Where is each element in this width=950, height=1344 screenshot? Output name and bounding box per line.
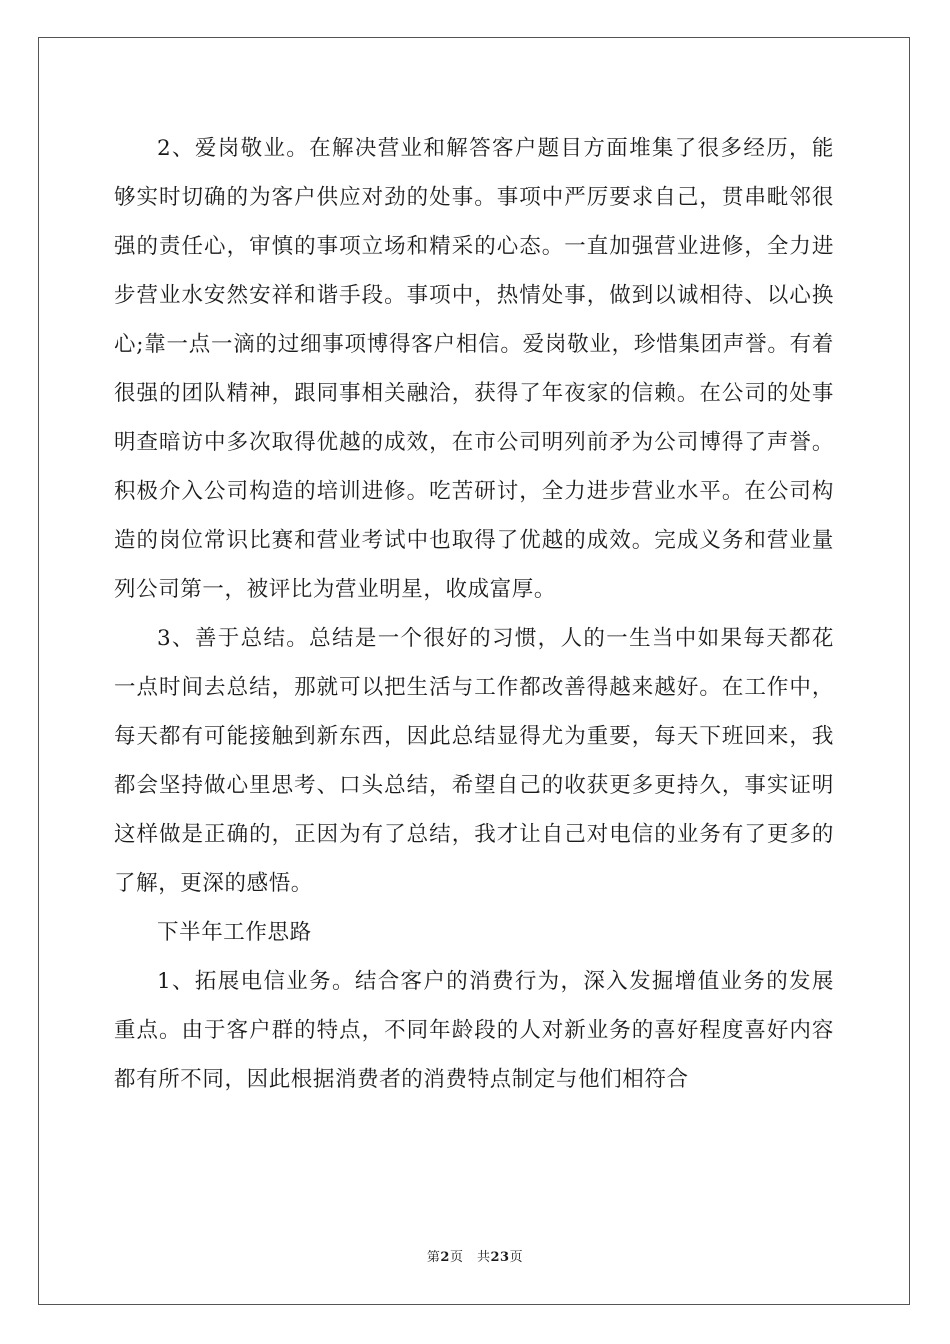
paragraph-dedication: 2、爱岗敬业。在解决营业和解答客户题目方面堆集了很多经历，能够实时切确的为客户供应对劲的处事。事项中严厉要求自己，贯串毗邻很强的责任心，审慎的事项立场和精采的心态。一直加强营业进修，全力进步营业水安然安祥和谐手段。事项中，热情处事，做到以诚相待、以心换心;靠一点一滴的过细事项博得客户相信。爱岗敬业，珍惜集团声誉。有着很强的团队精神，跟同事相关融洽，获得了年夜家的信赖。在公司的处事明查暗访中多次取得优越的成效，在市公司明列前矛为公司博得了声誉。积极介入公司构造的培训进修。吃苦研讨，全力进步营业水平。在公司构造的岗位常识比赛和营业考试中也取得了优越的成效。完成义务和营业量列公司第一，被评比为营业明星，收成富厚。 — [114, 136, 834, 602]
document-body — [114, 124, 834, 1104]
footer-prefix: 第 — [426, 1250, 441, 1265]
current-page-number: 2 — [440, 1250, 450, 1265]
paragraph-expand-business: 1、拓展电信业务。结合客户的消费行为，深入发掘增值业务的发展重点。由于客户群的特点，不同年龄段的人对新业务的喜好程度喜好内容都有所不同，因此根据消费者的消费特点制定与他们相符合 — [114, 969, 834, 1092]
section-heading: 下半年工作思路 — [157, 920, 312, 945]
footer-suffix: 页 — [509, 1250, 524, 1265]
paragraph-summary: 3、善于总结。总结是一个很好的习惯，人的一生当中如果每天都花一点时间去总结，那就可以把生活与工作都改善得越来越好。在工作中，每天都有可能接触到新东西，因此总结显得尤为重要，每天下班回来，我都会坚持做心里思考、口头总结，希望自己的收获更多更持久，事实证明这样做是正确的，正因为有了总结，我才让自己对电信的业务有了更多的了解，更深的感悟。 — [114, 626, 834, 896]
page-number-footer — [0, 1246, 950, 1265]
total-page-number: 23 — [490, 1250, 510, 1265]
footer-mid: 页 共 — [449, 1250, 491, 1265]
